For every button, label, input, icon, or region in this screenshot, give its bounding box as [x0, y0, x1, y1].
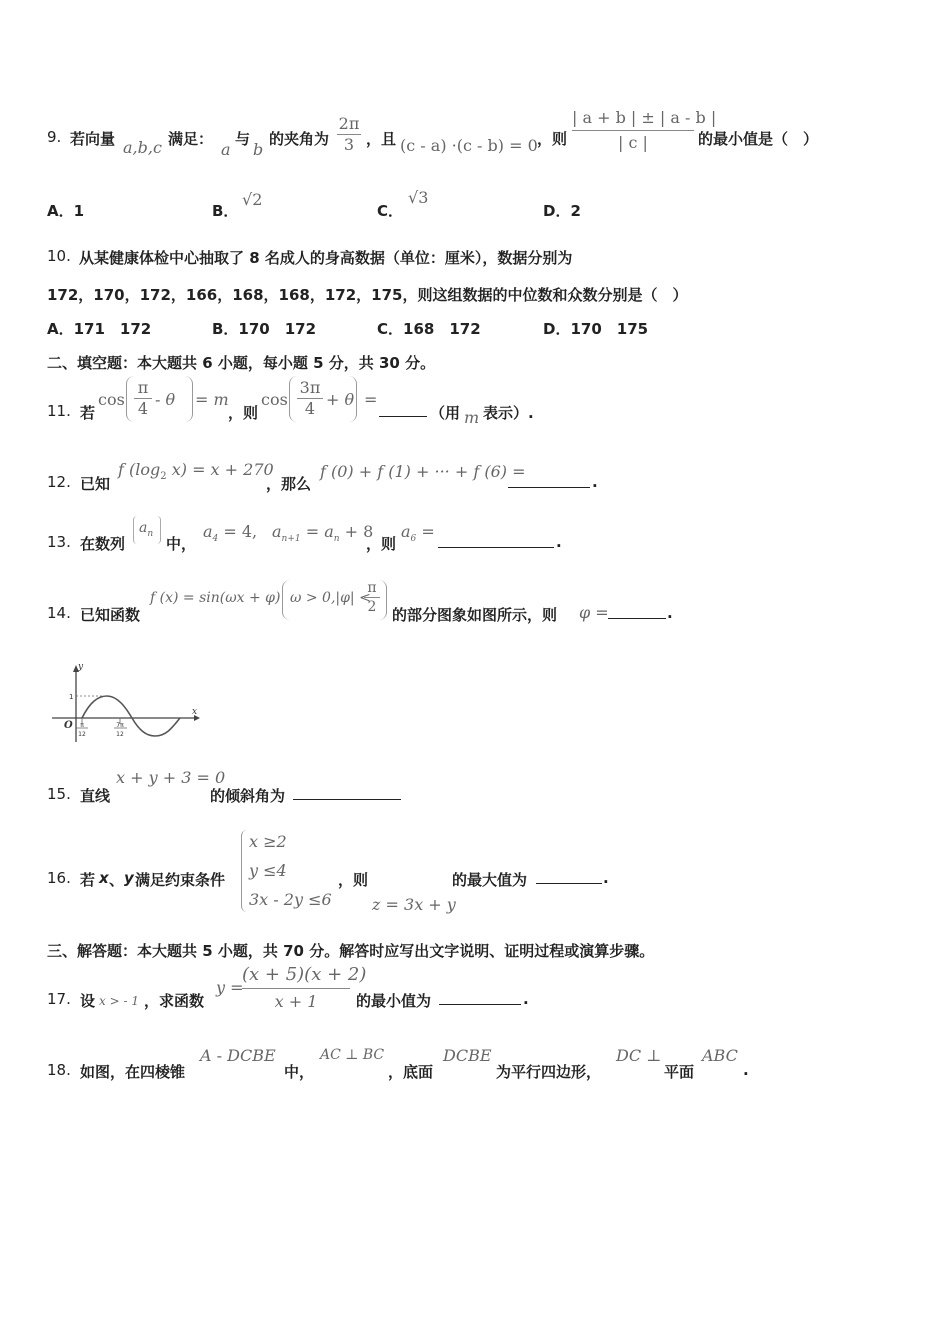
q16-y: y	[124, 869, 134, 887]
q17-condition: x > - 1	[99, 994, 139, 1008]
q16-text-2: 满足约束条件	[135, 871, 226, 889]
q9-text-6: ，则	[537, 130, 568, 148]
q14-function: f (x) = sin(ωx + φ)	[150, 590, 281, 606]
q15-text-2: 的倾斜角为	[210, 787, 286, 805]
q12-text-2: ，那么	[266, 475, 312, 493]
q13-rec-sub2: n	[333, 534, 340, 545]
q11-cos-1: cos	[98, 390, 125, 409]
q16-constraint-2: y ≤4	[249, 861, 287, 880]
q13-an-letter: a	[139, 520, 148, 536]
q15-equation: x + y + 3 = 0	[116, 768, 226, 787]
q11-text-2: ，则	[228, 404, 259, 422]
q9-text-2: 满足：	[168, 130, 214, 148]
q11-number: 11.	[47, 402, 71, 420]
q18-number: 18.	[47, 1061, 71, 1079]
q13-a4-eq: = 4,	[218, 522, 258, 541]
q12-answer-blank[interactable]	[508, 473, 590, 488]
q9-number: 9.	[47, 128, 62, 146]
q16-constraint-3: 3x - 2y ≤6	[249, 890, 332, 909]
q9-text-3: 与	[235, 130, 251, 148]
q10-option-c: C．168 172	[377, 320, 481, 338]
q13-a4-sub: 4	[212, 534, 219, 545]
q9-text-5: ，且	[366, 130, 397, 148]
q9-vectors: a,b,c	[123, 138, 162, 157]
q11-equals-m: = m	[195, 390, 229, 409]
q13-rec-tail: + 8	[339, 522, 374, 541]
q9-angle-bottom: 3	[343, 135, 355, 154]
q14-condition: ω > 0,|φ| <	[290, 590, 371, 606]
q13-rec-a: a	[272, 522, 282, 541]
q13-an-sub: n	[147, 528, 154, 539]
q11-plus-theta: + θ	[326, 390, 355, 409]
graph-sine-curve	[82, 696, 180, 736]
q14-text-2: 的部分图象如图所示，则	[392, 606, 558, 624]
q18-base: DCBE	[443, 1046, 492, 1065]
q18-text-5: 平面	[664, 1063, 695, 1081]
q9-option-a: A．1	[47, 202, 85, 220]
q14-text-1: 已知函数	[80, 606, 141, 624]
q9-option-b: B．	[212, 202, 239, 220]
q10-line-1: 从某健康体检中心抽取了 8 名成人的身高数据（单位：厘米），数据分别为	[79, 249, 573, 267]
q11-minus-theta: - θ	[155, 390, 176, 409]
q9-angle-fraction	[337, 114, 361, 155]
q16-answer-blank[interactable]	[536, 869, 602, 884]
q13-text-3: ，则	[366, 535, 397, 553]
q9-option-d: D．2	[543, 202, 581, 220]
q10-line-2: 172，170，172，166，168，168，172，175，则这组数据的中位数和众数分别是（ ）	[47, 286, 688, 304]
q13-a4	[203, 522, 257, 544]
q18-text-1: 如图，在四棱锥	[80, 1063, 186, 1081]
graph-tick-2-bottom: 12	[116, 731, 124, 738]
q10-option-b: B．170 172	[212, 320, 317, 338]
q11-answer-blank[interactable]	[379, 402, 427, 417]
q9-condition: (c - a) ·(c - b) = 0	[400, 136, 538, 155]
q13-rec-eq: = a	[300, 522, 334, 541]
q15-answer-blank[interactable]	[293, 785, 401, 800]
q12-function	[118, 460, 274, 482]
section-3-heading: 三、解答题：本大题共 5 小题，共 70 分。解答时应写出文字说明、证明过程或演算步骤。	[47, 942, 655, 960]
q13-a6-sub: 6	[410, 534, 417, 545]
q10-option-a: A．171 172	[47, 320, 152, 338]
graph-y-label: y	[78, 662, 84, 672]
q16-separator: 、	[109, 871, 125, 889]
q14-number: 14.	[47, 604, 71, 622]
q13-an	[139, 520, 153, 539]
q11-frac-2-top: 3π	[297, 378, 323, 399]
q9-option-c: C．	[377, 202, 404, 220]
q12-log-base: 2	[160, 471, 167, 483]
q13-rec-sub: n+1	[281, 534, 301, 545]
q9-expression-fraction	[572, 106, 717, 155]
q18-pyramid: A - DCBE	[200, 1046, 276, 1065]
q11-text-3: （用	[430, 404, 461, 422]
q17-answer-blank[interactable]	[439, 990, 521, 1005]
q11-equals: =	[364, 390, 378, 409]
q13-number: 13.	[47, 533, 71, 551]
q18-text-2: 中，	[284, 1063, 315, 1081]
q15-number: 15.	[47, 785, 71, 803]
q14-right-paren	[378, 580, 387, 620]
q16-text-4: 的最大值为	[452, 871, 528, 889]
q16-constraint-1: x ≥2	[249, 832, 287, 851]
q11-cos-2: cos	[261, 390, 288, 409]
q9-vec-a: a	[221, 140, 231, 159]
q17-denominator: x + 1	[274, 992, 318, 1011]
q12-text-1: 已知	[80, 475, 111, 493]
q18-perpendicular-1: AC ⊥ BC	[320, 1047, 385, 1063]
q13-text-1: 在数列	[80, 535, 126, 553]
q11-frac-2-bottom: 4	[304, 399, 316, 418]
q13-recurrence	[272, 522, 373, 544]
q17-fraction	[242, 962, 367, 1015]
q13-a6-letter: a	[401, 522, 411, 541]
q16-objective: z = 3x + y	[372, 895, 456, 914]
graph-tick-1-top: π	[80, 722, 84, 729]
q14-phi: φ =	[579, 603, 609, 622]
q13-a4-letter: a	[203, 522, 213, 541]
q9-text-7: 的最小值是（ ）	[698, 130, 819, 148]
q11-frac-1	[134, 378, 152, 419]
q11-text-1: 若	[80, 404, 96, 422]
q9-text-1: 若向量	[70, 130, 116, 148]
q18-text-6: .	[743, 1061, 749, 1079]
q11-right-paren-2	[348, 376, 357, 422]
q14-pi-half-top: π	[364, 579, 380, 598]
q17-y-equals: y =	[216, 978, 244, 997]
q11-m: m	[464, 408, 480, 427]
q16-x: x	[99, 869, 109, 887]
q17-numerator: (x + 5)(x + 2)	[242, 962, 350, 989]
q11-text-4: 表示）.	[483, 404, 534, 422]
q12-number: 12.	[47, 473, 71, 491]
graph-tick-2-top: 7π	[116, 722, 124, 729]
q17-text-3: 的最小值为	[356, 992, 432, 1010]
q12-sum: f (0) + f (1) + ··· + f (6) =	[320, 462, 526, 481]
graph-origin-label: O	[64, 720, 73, 731]
graph-one-label: 1	[69, 693, 74, 701]
q18-plane: ABC	[702, 1046, 738, 1065]
q9-option-b-math: √2	[242, 190, 263, 209]
q9-vec-b: b	[253, 140, 264, 159]
q17-text-2: ，求函数	[144, 992, 205, 1010]
q18-text-3: ，底面	[388, 1063, 434, 1081]
q13-answer-blank[interactable]	[438, 533, 554, 548]
q14-pi-half-bottom: 2	[367, 599, 377, 615]
q16-text-5: .	[603, 869, 609, 887]
q18-perpendicular-2: DC ⊥	[616, 1046, 662, 1065]
q16-text-3: ，则	[338, 871, 369, 889]
q17-text-4: .	[523, 990, 529, 1008]
q18-text-4: 为平行四边形，	[496, 1063, 602, 1081]
q12-f-log: f (log	[118, 460, 161, 479]
q9-expression-top: | a + b | ± | a - b |	[572, 106, 694, 131]
q16-text-1: 若	[80, 871, 96, 889]
q14-text-3: .	[667, 604, 673, 622]
q14-answer-blank[interactable]	[608, 604, 666, 619]
section-2-heading: 二、填空题：本大题共 6 小题，每小题 5 分，共 30 分。	[47, 354, 436, 372]
q13-a6	[401, 522, 435, 544]
q11-frac-1-top: π	[134, 378, 152, 399]
q11-frac-2	[297, 378, 323, 419]
q16-number: 16.	[47, 869, 71, 887]
graph-tick-1-bottom: 12	[78, 731, 86, 738]
q17-text-1: 设	[80, 992, 96, 1010]
q17-number: 17.	[47, 990, 71, 1008]
q9-text-4: 的夹角为	[269, 130, 330, 148]
q11-frac-1-bottom: 4	[137, 399, 149, 418]
q13-text-4: .	[556, 533, 562, 551]
q15-text-1: 直线	[80, 787, 111, 805]
q11-right-paren-1	[184, 376, 193, 422]
q9-expression-bottom: | c |	[618, 133, 648, 152]
q13-a6-eq: =	[416, 522, 435, 541]
q12-f-rhs: x) = x + 270	[166, 460, 274, 479]
q14-sine-graph	[52, 662, 202, 744]
graph-x-label: x	[192, 707, 198, 717]
q12-text-3: .	[592, 473, 598, 491]
q9-angle-top: 2π	[338, 114, 360, 133]
q13-text-2: 中，	[166, 535, 197, 553]
q9-option-c-math: √3	[408, 188, 429, 207]
q10-option-d: D．170 175	[543, 320, 649, 338]
q10-number: 10.	[47, 247, 71, 265]
